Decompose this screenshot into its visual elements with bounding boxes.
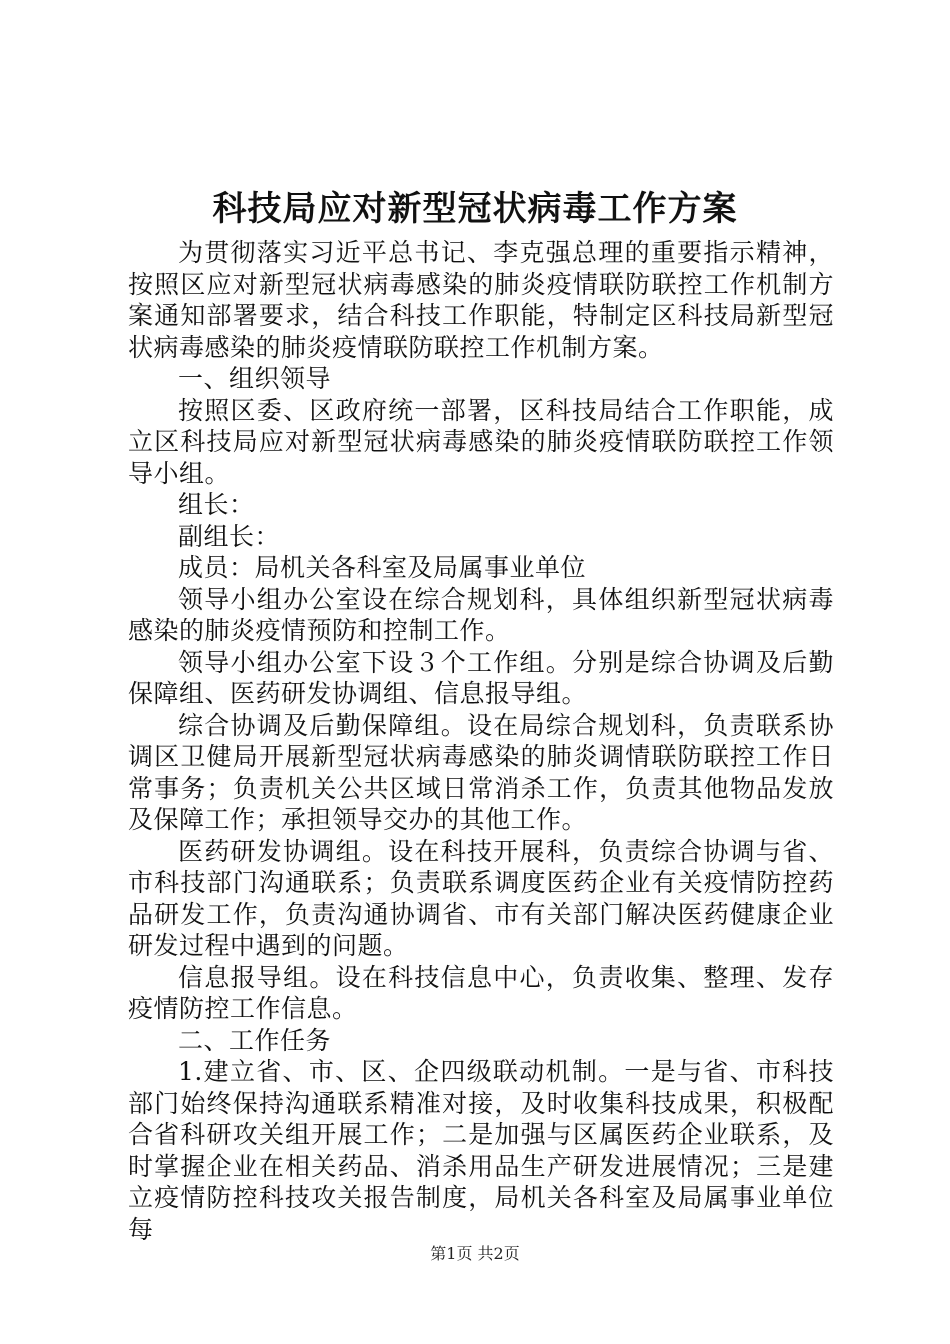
paragraph-medical-rd-group: 医药研发协调组。设在科技开展科，负责综合协调与省、市科技部门沟通联系；负责联系调度医药企业有关疫情防控药品研发工作，负责沟通协调省、市有关部门解决医药健康企业研发过程中遇到的问题。 <box>128 836 834 960</box>
paragraph-information-group: 信息报导组。设在科技信息中心，负责收集、整理、发存疫情防控工作信息。 <box>128 962 834 1023</box>
paragraph-deputy-leader: 副组长： <box>178 521 281 551</box>
paragraph-members: 成员：局机关各科室及局属事业单位 <box>178 553 587 582</box>
document-title: 科技局应对新型冠状病毒工作方案 <box>212 189 738 229</box>
paragraph-group-leader: 组长： <box>178 490 255 519</box>
section-heading-tasks: 二、工作任务 <box>178 1025 332 1055</box>
document-body <box>128 237 834 1245</box>
paragraph-leading-group: 按照区委、区政府统一部署，区科技局结合工作职能，成立区科技局应对新型冠状病毒感染的肺炎疫情联防联控工作领导小组。 <box>128 395 834 488</box>
paragraph-work-groups: 领导小组办公室下设３个工作组。分别是综合协调及后勤保障组、医药研发协调组、信息报导组。 <box>128 647 834 708</box>
paragraph-coordination-group: 综合协调及后勤保障组。设在局综合规划科，负责联系协调区卫健局开展新型冠状病毒感染的肺炎调情联防联控工作日常事务；负责机关公共区域日常消杀工作，负责其他物品发放及保障工作；承担领导交办的其他工作。 <box>128 710 834 834</box>
paragraph-intro: 为贯彻落实习近平总书记、李克强总理的重要指示精神，按照区应对新型冠状病毒感染的肺炎疫情联防联控工作机制方案通知部署要求，结合科技工作职能，特制定区科技局新型冠状病毒感染的肺炎疫情联防联控工作机制方案。 <box>128 238 834 362</box>
paragraph-office: 领导小组办公室设在综合规划科，具体组织新型冠状病毒感染的肺炎疫情预防和控制工作。 <box>128 584 834 645</box>
page-footer: 第1页 共2页 <box>430 1244 520 1263</box>
paragraph-task-1: 1.建立省、市、区、企四级联动机制。一是与省、市科技部门始终保持沟通联系精准对接，及时收集科技成果，积极配合省科研攻关组开展工作；二是加强与区属医药企业联系，及时掌握企业在相关药品、消杀用品生产研发进展情况；三是建立疫情防控科技攻关报告制度，局机关各科室及局属事业单位每 <box>128 1057 834 1244</box>
section-heading-organization: 一、组织领导 <box>178 364 332 393</box>
